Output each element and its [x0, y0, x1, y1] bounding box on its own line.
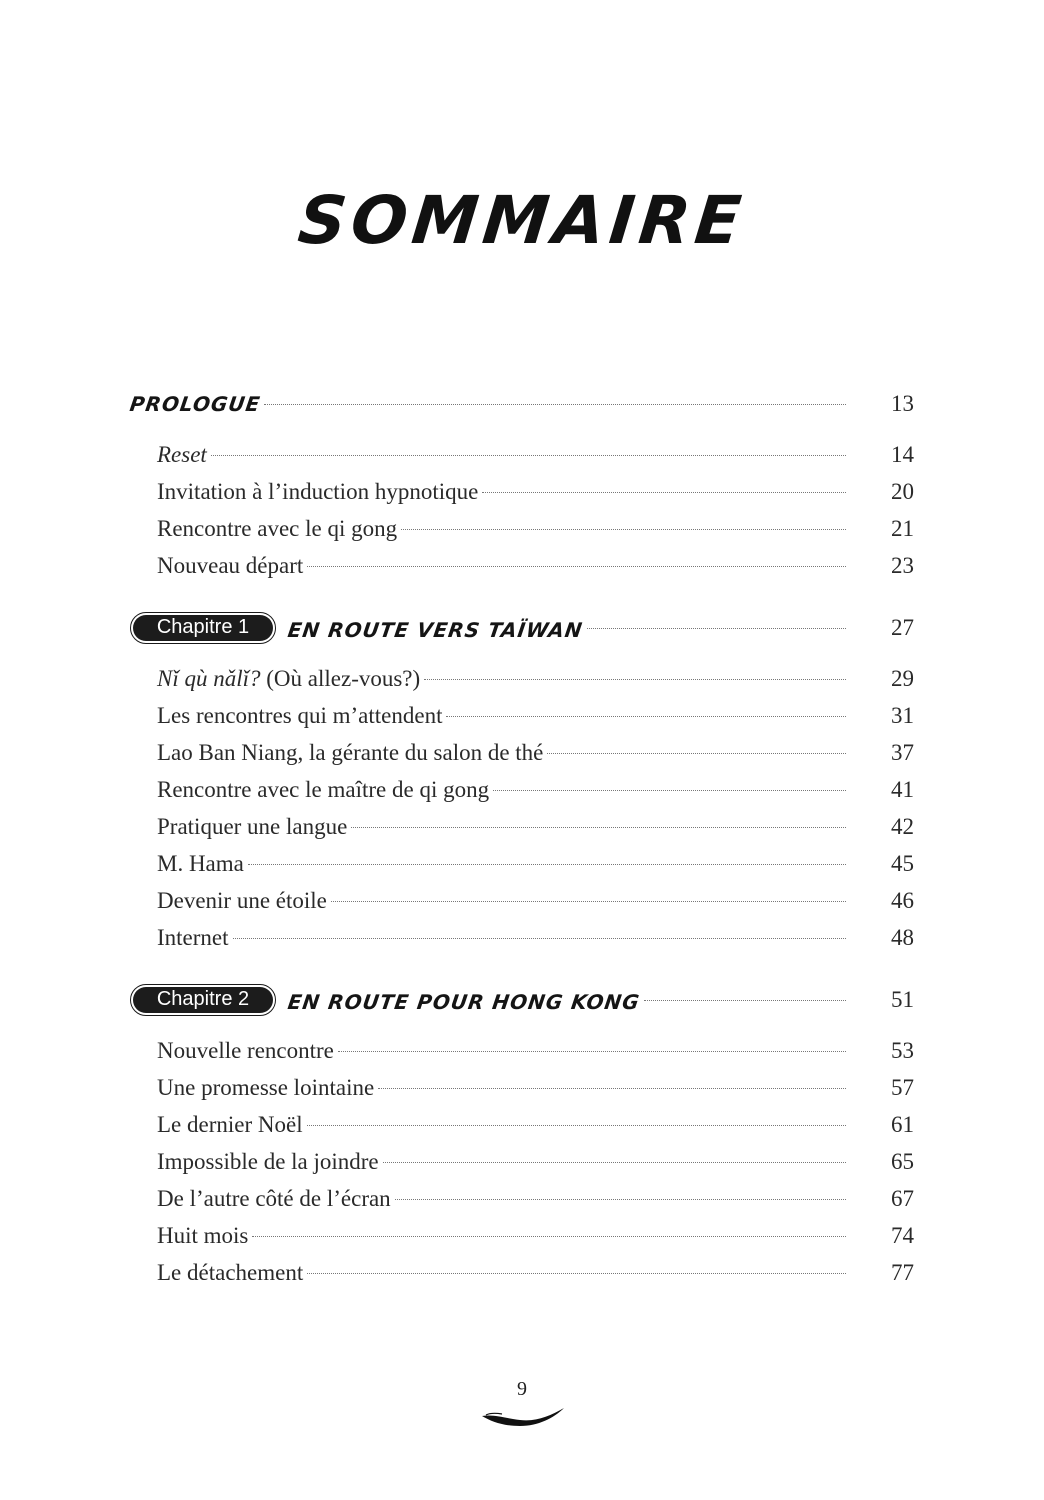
page-number: 53 [891, 1038, 914, 1063]
page-number: 13 [891, 391, 914, 416]
entry-label: Le dernier Noël [157, 1112, 303, 1137]
chapter-title: EN ROUTE POUR HONG KONG [286, 990, 642, 1014]
entry-label: Le détachement [157, 1260, 304, 1285]
toc-entry[interactable] [130, 734, 914, 771]
dot-leader [482, 492, 846, 493]
dot-leader [383, 1162, 846, 1163]
toc-entry[interactable] [130, 697, 914, 734]
dot-leader [233, 938, 846, 939]
dot-leader [252, 1236, 846, 1237]
chapter-badge-label: Chapitre 2 [133, 987, 273, 1013]
toc-entry[interactable] [130, 1254, 914, 1291]
page-number: 21 [891, 516, 914, 541]
page-number: 74 [891, 1223, 914, 1248]
entry-label: Pratiquer une langue [157, 814, 348, 839]
toc-entry[interactable] [130, 510, 914, 547]
dot-leader [307, 566, 846, 567]
page-number: 67 [891, 1186, 914, 1211]
footer-page-number: 9 [517, 1378, 527, 1400]
page-number: 61 [891, 1112, 914, 1137]
entry-label [130, 660, 420, 697]
page-number: 27 [891, 615, 914, 640]
page-number: 46 [891, 888, 914, 913]
page-number: 14 [891, 442, 914, 467]
entry-label-italic: Reset [157, 442, 207, 467]
dot-leader [378, 1088, 846, 1089]
page-number: 45 [891, 851, 914, 876]
page-number: 77 [891, 1260, 914, 1285]
dot-leader [587, 628, 846, 629]
entry-label [130, 436, 207, 473]
toc-chapter-2-heading[interactable] [130, 980, 914, 1020]
page-number: 51 [891, 987, 914, 1012]
entry-label-italic: Nǐ qù nǎlǐ? [157, 666, 261, 691]
toc-entry[interactable] [130, 919, 914, 956]
prologue-title: PROLOGUE [128, 392, 263, 416]
entry-label: Devenir une étoile [157, 888, 327, 913]
toc-entry[interactable] [130, 473, 914, 510]
entry-label: Impossible de la joindre [157, 1149, 379, 1174]
chapter-title: EN ROUTE VERS TAÏWAN [286, 618, 585, 642]
toc-entry[interactable] [130, 436, 914, 473]
entry-label: Rencontre avec le maître de qi gong [157, 777, 490, 802]
dot-leader [211, 455, 846, 456]
entry-label: De l’autre côté de l’écran [157, 1186, 391, 1211]
entry-label: Internet [157, 925, 229, 950]
entry-label: Huit mois [157, 1223, 249, 1248]
toc-chapter-1-heading[interactable] [130, 608, 914, 648]
page-number: 20 [891, 479, 914, 504]
dot-leader [401, 529, 846, 530]
dot-leader [644, 1000, 846, 1001]
chapter-badge [130, 612, 276, 644]
toc-entry[interactable] [130, 808, 914, 845]
page-number: 23 [891, 553, 914, 578]
entry-label: Nouvelle rencontre [157, 1038, 334, 1063]
page-number: 29 [891, 666, 914, 691]
toc-prologue-heading[interactable] [130, 384, 914, 424]
toc-entry[interactable] [130, 547, 914, 584]
entry-label: Nouveau départ [157, 553, 304, 578]
page-number: 41 [891, 777, 914, 802]
page-title: SOMMAIRE [294, 182, 750, 259]
entry-label: Invitation à l’induction hypnotique [157, 479, 479, 504]
toc-entry[interactable] [130, 1032, 914, 1069]
entry-label: Rencontre avec le qi gong [157, 516, 398, 541]
dot-leader [351, 827, 846, 828]
toc-entry[interactable] [130, 882, 914, 919]
toc-entry[interactable] [130, 771, 914, 808]
chapter-badge [130, 984, 276, 1016]
page-number: 42 [891, 814, 914, 839]
toc-entry[interactable] [130, 1106, 914, 1143]
dot-leader [307, 1273, 846, 1274]
page-number: 65 [891, 1149, 914, 1174]
table-of-contents [130, 384, 914, 1291]
dot-leader [338, 1051, 846, 1052]
toc-entry[interactable] [130, 845, 914, 882]
dot-leader [493, 790, 846, 791]
dot-leader [331, 901, 846, 902]
page-number: 31 [891, 703, 914, 728]
toc-entry[interactable] [130, 1180, 914, 1217]
dot-leader [446, 716, 846, 717]
toc-entry[interactable] [130, 660, 914, 697]
dot-leader [424, 679, 846, 680]
page-number: 48 [891, 925, 914, 950]
chapter-heading-group [130, 982, 640, 1022]
entry-label: M. Hama [157, 851, 244, 876]
brush-stroke-ornament [480, 1404, 566, 1428]
page-number: 37 [891, 740, 914, 765]
chapter-heading-group [130, 610, 583, 650]
entry-label: Les rencontres qui m’attendent [157, 703, 443, 728]
dot-leader [307, 1125, 846, 1126]
toc-entry[interactable] [130, 1143, 914, 1180]
page-number: 57 [891, 1075, 914, 1100]
entry-label-translation: (Où allez-vous?) [260, 666, 421, 691]
chapter-badge-label: Chapitre 1 [133, 615, 273, 641]
dot-leader [395, 1199, 846, 1200]
dot-leader [248, 864, 846, 865]
dot-leader [264, 404, 846, 405]
entry-label: Lao Ban Niang, la gérante du salon de thé [157, 740, 544, 765]
toc-entry[interactable] [130, 1069, 914, 1106]
toc-entry[interactable] [130, 1217, 914, 1254]
entry-label: Une promesse lointaine [157, 1075, 375, 1100]
dot-leader [547, 753, 846, 754]
